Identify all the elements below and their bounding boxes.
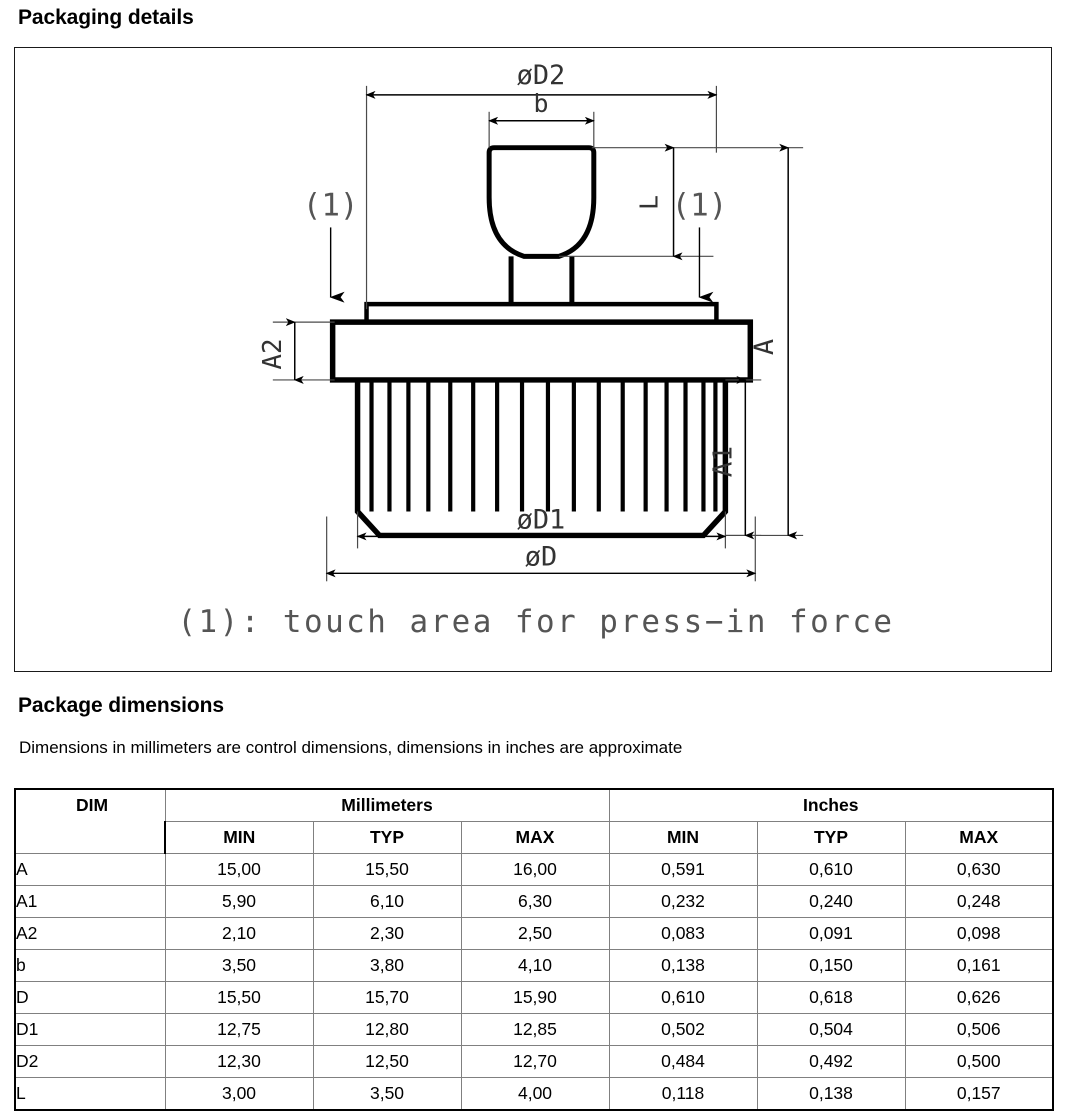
cap-outline (489, 148, 594, 257)
packaging-drawing-frame (14, 47, 1052, 672)
label-a2: A2 (257, 338, 288, 370)
cell-in-max: 0,506 (905, 1014, 1053, 1046)
table-row (15, 1078, 1053, 1111)
packaging-details-heading: Packaging details (18, 6, 194, 29)
table-row (15, 918, 1053, 950)
cell-mm-min: 15,00 (165, 854, 313, 886)
cell-in-typ: 0,610 (757, 854, 905, 886)
cell-in-typ: 0,492 (757, 1046, 905, 1078)
cell-mm-typ: 12,50 (313, 1046, 461, 1078)
cell-in-max: 0,626 (905, 982, 1053, 1014)
header-group-inches: Inches (609, 789, 1053, 822)
table-head (15, 789, 1053, 854)
table-row (15, 950, 1053, 982)
header-in-typ: TYP (757, 822, 905, 854)
cell-in-typ: 0,618 (757, 982, 905, 1014)
cell-mm-max: 12,85 (461, 1014, 609, 1046)
row-dim-label: A (15, 854, 165, 886)
knurl-ribs (372, 380, 716, 512)
header-in-min: MIN (609, 822, 757, 854)
cell-mm-typ: 2,30 (313, 918, 461, 950)
table-header-row-subs (15, 822, 1053, 854)
label-b: b (533, 88, 549, 118)
cell-mm-min: 12,30 (165, 1046, 313, 1078)
table-header-row-groups (15, 789, 1053, 822)
drawing-caption: (1): touch area for press−in force (177, 604, 895, 641)
header-mm-min: MIN (165, 822, 313, 854)
cell-mm-typ: 6,10 (313, 886, 461, 918)
stem-outline (511, 256, 572, 304)
dimensions-note: Dimensions in millimeters are control dimensions, dimensions in inches are approximate (19, 738, 683, 757)
cell-mm-min: 2,10 (165, 918, 313, 950)
package-dimensions-table (14, 788, 1054, 1111)
cell-mm-min: 12,75 (165, 1014, 313, 1046)
cell-in-max: 0,157 (905, 1078, 1053, 1111)
cell-in-min: 0,484 (609, 1046, 757, 1078)
row-dim-label: A1 (15, 886, 165, 918)
table-row (15, 982, 1053, 1014)
table-row (15, 1046, 1053, 1078)
cell-mm-typ: 3,80 (313, 950, 461, 982)
header-mm-typ: TYP (313, 822, 461, 854)
label-d2: øD2 (516, 59, 566, 91)
cell-in-max: 0,630 (905, 854, 1053, 886)
cell-mm-min: 3,50 (165, 950, 313, 982)
cell-in-min: 0,118 (609, 1078, 757, 1111)
cell-in-typ: 0,150 (757, 950, 905, 982)
cell-mm-min: 15,50 (165, 982, 313, 1014)
cell-mm-min: 5,90 (165, 886, 313, 918)
label-l: L (634, 195, 664, 211)
label-a1: A1 (708, 446, 739, 478)
cell-in-min: 0,138 (609, 950, 757, 982)
cell-in-typ: 0,504 (757, 1014, 905, 1046)
cell-mm-max: 4,00 (461, 1078, 609, 1111)
cell-mm-max: 4,10 (461, 950, 609, 982)
table-row (15, 1014, 1053, 1046)
row-dim-label: D (15, 982, 165, 1014)
table-row (15, 854, 1053, 886)
cell-mm-min: 3,00 (165, 1078, 313, 1111)
cell-mm-max: 15,90 (461, 982, 609, 1014)
cell-mm-max: 12,70 (461, 1046, 609, 1078)
cell-in-min: 0,591 (609, 854, 757, 886)
header-dim: DIM (15, 789, 165, 854)
callout-arrows (331, 227, 700, 297)
table-body (15, 854, 1053, 1111)
cell-mm-max: 16,00 (461, 854, 609, 886)
cell-mm-typ: 12,80 (313, 1014, 461, 1046)
cell-mm-max: 6,30 (461, 886, 609, 918)
cell-in-max: 0,248 (905, 886, 1053, 918)
row-dim-label: D2 (15, 1046, 165, 1078)
row-dim-label: b (15, 950, 165, 982)
package-dimensions-heading: Package dimensions (18, 694, 224, 717)
header-mm-max: MAX (461, 822, 609, 854)
cell-in-min: 0,610 (609, 982, 757, 1014)
cell-in-typ: 0,091 (757, 918, 905, 950)
cell-mm-typ: 15,70 (313, 982, 461, 1014)
callout-right-label: (1) (671, 187, 728, 224)
cell-in-max: 0,098 (905, 918, 1053, 950)
cell-in-min: 0,502 (609, 1014, 757, 1046)
cell-mm-typ: 3,50 (313, 1078, 461, 1111)
cell-in-max: 0,500 (905, 1046, 1053, 1078)
header-in-max: MAX (905, 822, 1053, 854)
row-dim-label: A2 (15, 918, 165, 950)
row-dim-label: D1 (15, 1014, 165, 1046)
label-d: øD (524, 541, 558, 573)
header-group-millimeters: Millimeters (165, 789, 609, 822)
label-d1: øD1 (516, 504, 566, 536)
cell-in-min: 0,083 (609, 918, 757, 950)
package-outline-drawing (15, 48, 1051, 671)
cell-in-typ: 0,138 (757, 1078, 905, 1111)
cell-in-max: 0,161 (905, 950, 1053, 982)
cell-in-min: 0,232 (609, 886, 757, 918)
cell-in-typ: 0,240 (757, 886, 905, 918)
label-a: A (749, 338, 781, 356)
row-dim-label: L (15, 1078, 165, 1111)
flange-outline (333, 322, 751, 380)
table-row (15, 886, 1053, 918)
callout-left-label: (1) (302, 187, 359, 224)
cell-mm-max: 2,50 (461, 918, 609, 950)
cell-mm-typ: 15,50 (313, 854, 461, 886)
